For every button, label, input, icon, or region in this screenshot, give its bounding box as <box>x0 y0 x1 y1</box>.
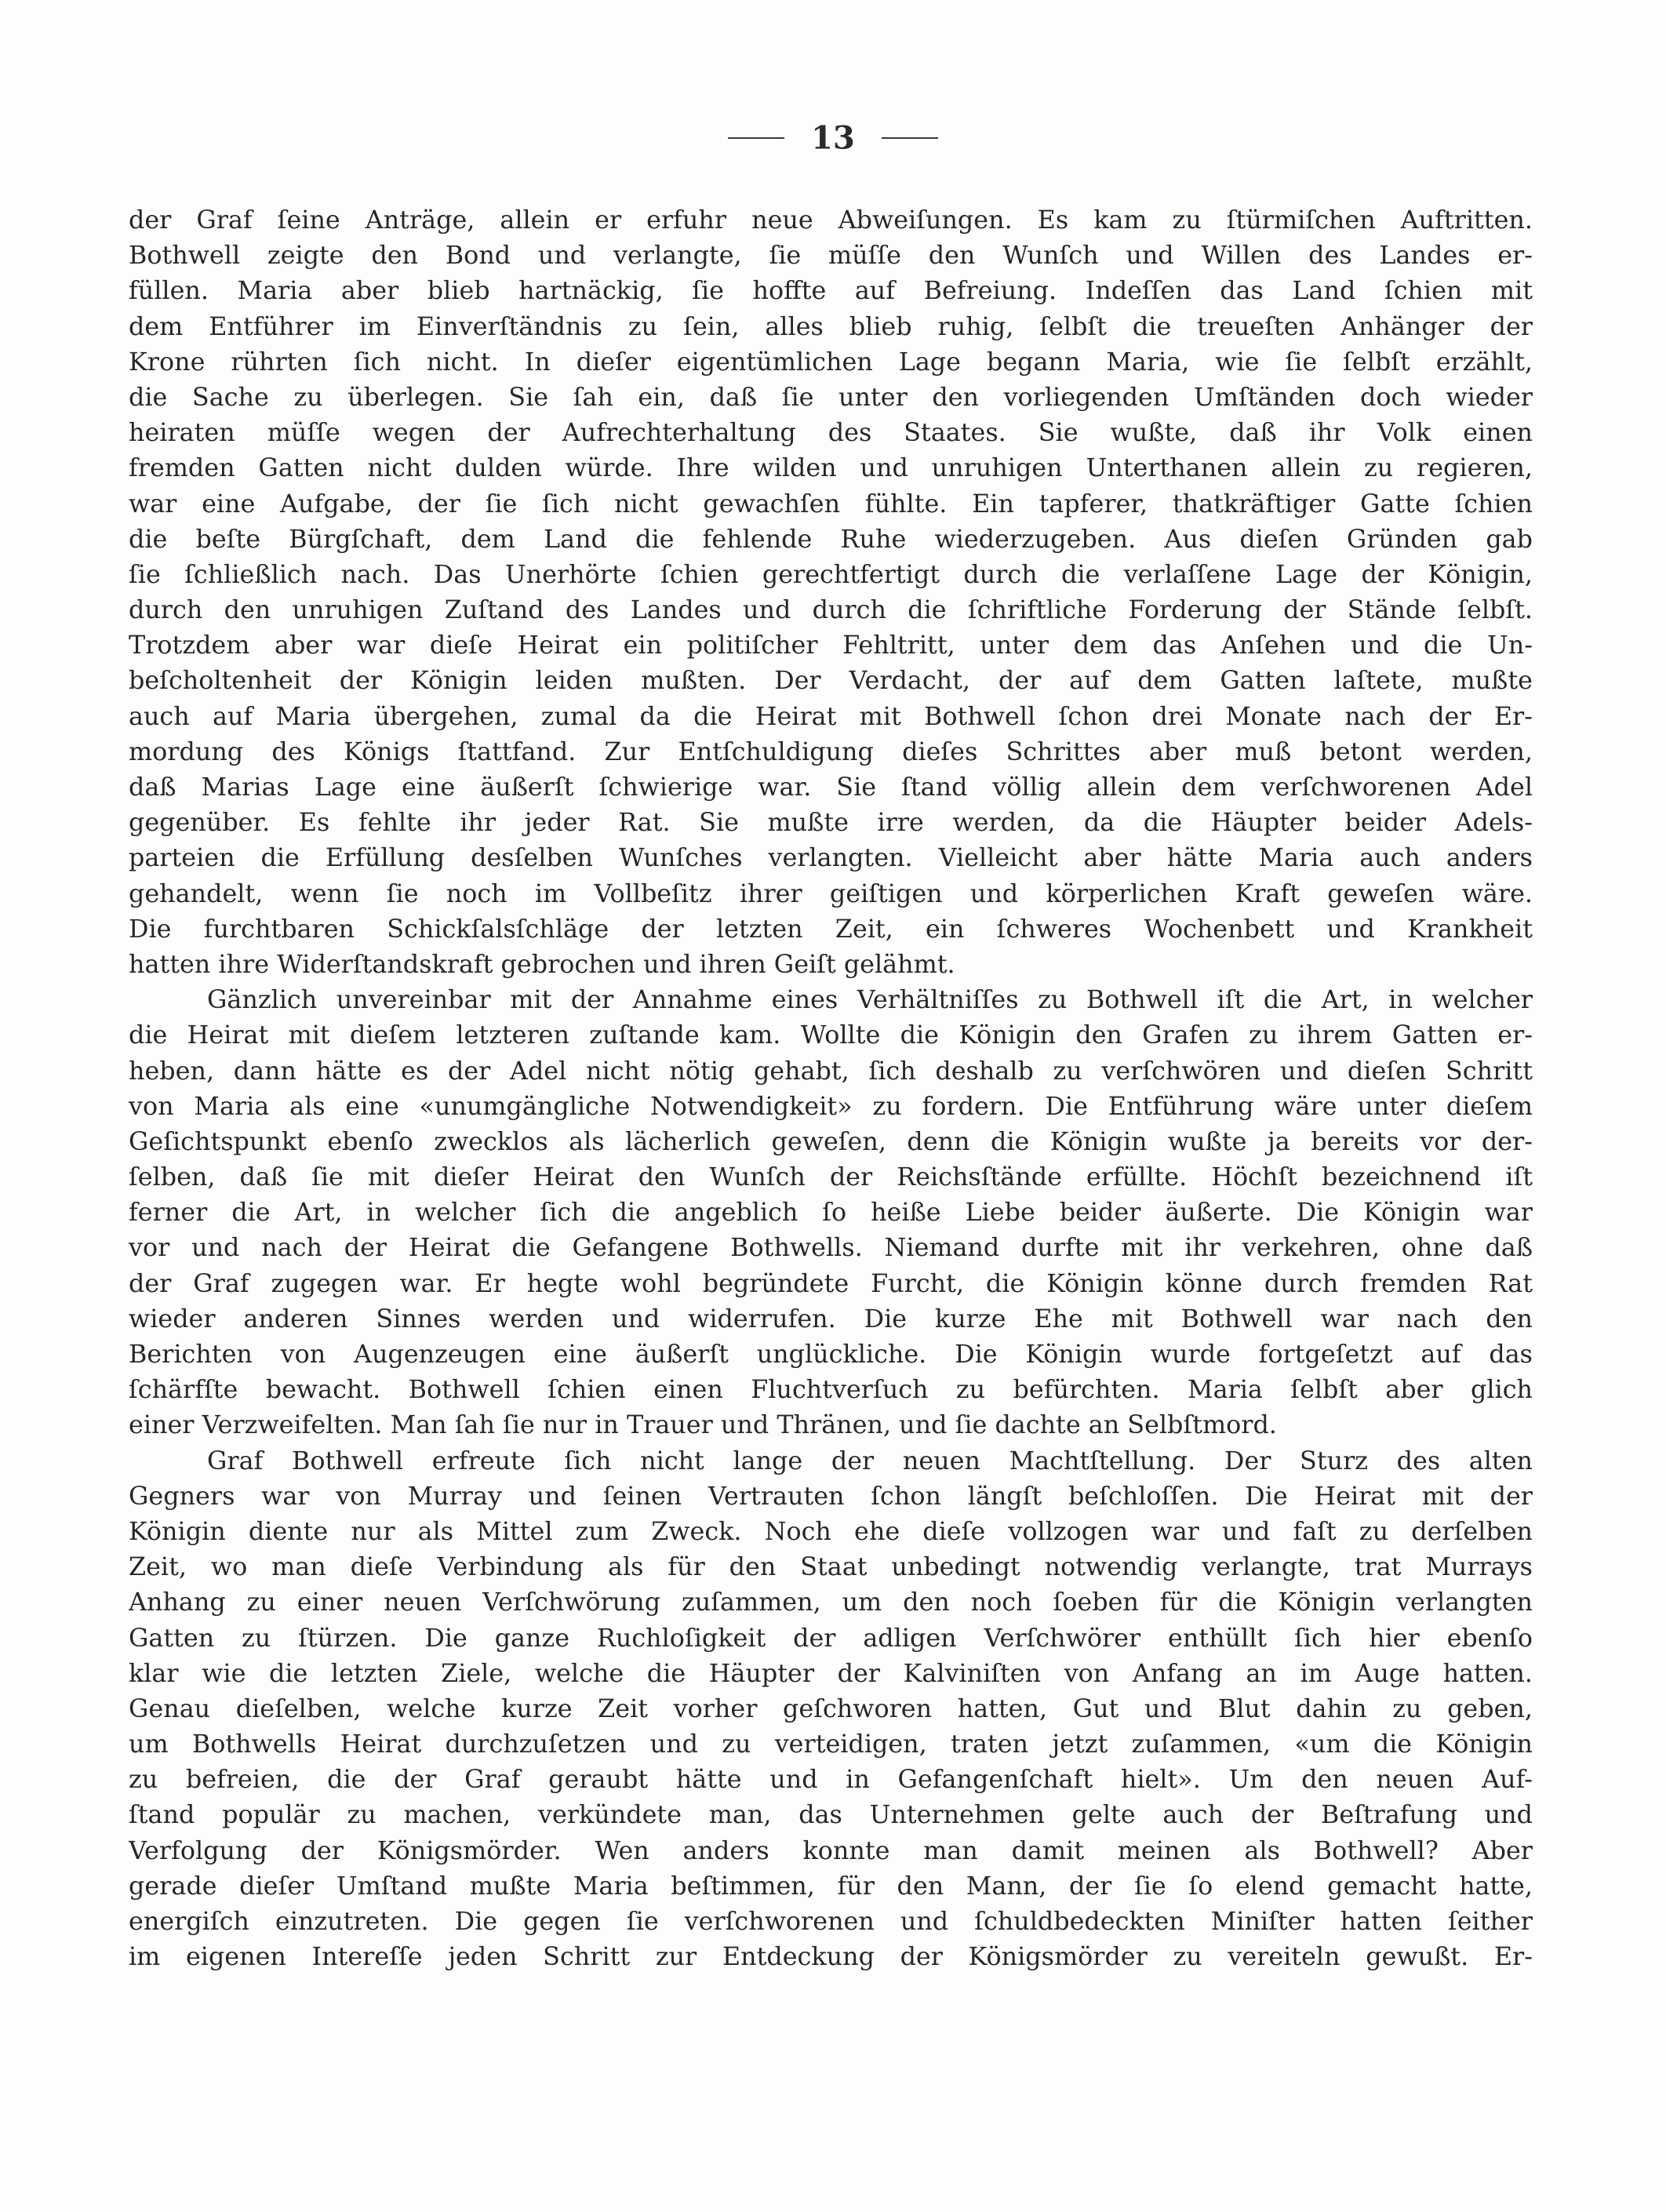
text-line: gerade dieſer Umſtand mußte Maria beſtimmen, für den Mann, der ſie ſo elend gemacht hatte, <box>129 1871 1533 1901</box>
body-text <box>129 202 1533 1974</box>
text-line: mordung des Königs ſtattfand. Zur Entſchuldigung dieſes Schrittes aber muß betont werden, <box>129 737 1533 766</box>
text-line: auch auf Maria übergehen, zumal da die Heirat mit Bothwell ſchon drei Monate nach der Er- <box>129 701 1533 731</box>
text-line: einer Verzweifelten. Man ſah ſie nur in Trauer und Thränen, und ſie dachte an Selbſtmord. <box>129 1410 1277 1440</box>
header-rule-left <box>728 137 784 139</box>
text-line: Trotzdem aber war dieſe Heirat ein politiſcher Fehltritt, unter dem das Anſehen und die Un- <box>129 631 1533 660</box>
text-line: daß Marias Lage eine äußerſt ſchwierige war. Sie ſtand völlig allein dem verſchworenen Adel <box>129 773 1533 802</box>
text-line: durch den unruhigen Zuſtand des Landes und durch die ſchriftliche Forderung der Stände ſelbſt. <box>129 595 1533 625</box>
paragraph <box>129 1443 1533 1975</box>
text-line: Zeit, wo man dieſe Verbindung als für den Staat unbedingt notwendig verlangte, trat Murrays <box>129 1552 1533 1582</box>
text-line: Anhang zu einer neuen Verſchwörung zuſammen, um den noch ſoeben für die Königin verlangten <box>129 1588 1533 1617</box>
text-line: war eine Aufgabe, der ſie ſich nicht gewachſen fühlte. Ein tapferer, thatkräftiger Gatte ſchien <box>129 489 1533 518</box>
text-line: die Sache zu überlegen. Sie ſah ein, daß ſie unter den vorliegenden Umſtänden doch wieder <box>129 382 1533 412</box>
text-line: Genau dieſelben, welche kurze Zeit vorher geſchworen hatten, Gut und Blut dahin zu geben, <box>129 1694 1533 1723</box>
text-line: der Graf ſeine Anträge, allein er erfuhr neue Abweiſungen. Es kam zu ſtürmiſchen Auftritten. <box>129 206 1533 235</box>
text-line: Königin diente nur als Mittel zum Zweck. Noch ehe dieſe vollzogen war und faſt zu derſelben <box>129 1516 1533 1546</box>
page-number: 13 <box>811 119 855 157</box>
text-line: beſcholtenheit der Königin leiden mußten. Der Verdacht, der auf dem Gatten laſtete, mußte <box>129 666 1533 696</box>
text-line: von Maria als eine «unumgängliche Notwendigkeit» zu fordern. Die Entführung wäre unter dieſem <box>129 1091 1533 1121</box>
text-line: Krone rührten ſich nicht. In dieſer eigentümlichen Lage begann Maria, wie ſie ſelbſt erzählt, <box>129 347 1533 377</box>
header-rule-right <box>882 137 938 139</box>
text-line: hatten ihre Widerſtandskraft gebrochen und ihren Geiſt gelähmt. <box>129 949 955 979</box>
paragraph <box>129 202 1533 982</box>
text-line: füllen. Maria aber blieb hartnäckig, ſie hoffte auf Befreiung. Indeſſen das Land ſchien mit <box>129 276 1533 306</box>
text-line: heiraten müſſe wegen der Aufrechterhaltung des Staates. Sie wußte, daß ihr Volk einen <box>129 418 1533 448</box>
text-line: gehandelt, wenn ſie noch im Vollbeſitz ihrer geiſtigen und körperlichen Kraft geweſen wäre. <box>129 879 1533 908</box>
text-line: der Graf zugegen war. Er hegte wohl begründete Furcht, die Königin könne durch fremden Rat <box>129 1268 1533 1298</box>
text-line: Verfolgung der Königsmörder. Wen anders konnte man damit meinen als Bothwell? Aber <box>129 1835 1533 1865</box>
text-line: energiſch einzutreten. Die gegen ſie verſchworenen und ſchuldbedeckten Miniſter hatten ſeither <box>129 1907 1533 1936</box>
text-line: wieder anderen Sinnes werden und widerrufen. Die kurze Ehe mit Bothwell war nach den <box>129 1304 1533 1333</box>
text-line: Gatten zu ſtürzen. Die ganze Ruchloſigkeit der adligen Verſchwörer enthüllt ſich hier ebenſo <box>129 1623 1533 1653</box>
text-line: vor und nach der Heirat die Gefangene Bothwells. Niemand durfte mit ihr verkehren, ohne daß <box>129 1233 1533 1263</box>
text-line: ſchärfſte bewacht. Bothwell ſchien einen Fluchtverſuch zu befürchten. Maria ſelbſt aber glich <box>129 1375 1533 1405</box>
text-line: ſelben, daß ſie mit dieſer Heirat den Wunſch der Reichsſtände erfüllte. Höchſt bezeichnend iſt <box>129 1162 1533 1192</box>
text-line: fremden Gatten nicht dulden würde. Ihre wilden und unruhigen Unterthanen allein zu regieren, <box>129 453 1533 483</box>
text-line: Die furchtbaren Schickſalsſchläge der letzten Zeit, ein ſchweres Wochenbett und Krankheit <box>129 914 1533 944</box>
text-line: die Heirat mit dieſem letzteren zuſtande kam. Wollte die Königin den Grafen zu ihrem Gatten er- <box>129 1021 1533 1050</box>
paragraph <box>129 982 1533 1443</box>
text-line: Bothwell zeigte den Bond und verlangte, ſie müſſe den Wunſch und Willen des Landes er- <box>129 241 1533 271</box>
text-line: zu befreien, die der Graf geraubt hätte und in Gefangenſchaft hielt». Um den neuen Auf- <box>129 1765 1533 1795</box>
text-line: parteien die Erfüllung desſelben Wunſches verlangten. Vielleicht aber hätte Maria auch anders <box>129 843 1533 873</box>
text-line: dem Entführer im Einverſtändnis zu ſein, alles blieb ruhig, ſelbſt die treueſten Anhänger der <box>129 311 1533 341</box>
text-line: ſie ſchließlich nach. Das Unerhörte ſchien gerechtfertigt durch die verlaſſene Lage der Königin, <box>129 559 1533 589</box>
text-line: ferner die Art, in welcher ſich die angeblich ſo heiße Liebe beider äußerte. Die Königin war <box>129 1198 1533 1228</box>
text-line: Gegners war von Murray und ſeinen Vertrauten ſchon längſt beſchloſſen. Die Heirat mit der <box>129 1481 1533 1511</box>
page-header <box>0 118 1666 157</box>
text-line: Berichten von Augenzeugen eine äußerſt unglückliche. Die Königin wurde fortgeſetzt auf das <box>129 1340 1533 1369</box>
text-line: Gänzlich unvereinbar mit der Annahme eines Verhältniſſes zu Bothwell iſt die Art, in welcher <box>207 985 1533 1015</box>
text-line: klar wie die letzten Ziele, welche die Häupter der Kalviniſten von Anfang an im Auge hatten. <box>129 1658 1533 1688</box>
text-line: gegenüber. Es fehlte ihr jeder Rat. Sie mußte irre werden, da die Häupter beider Adels- <box>129 808 1533 838</box>
text-line: Geſichtspunkt ebenſo zwecklos als lächerlich geweſen, denn die Königin wußte ja bereits vor der- <box>129 1126 1533 1156</box>
text-line: im eigenen Intereſſe jeden Schritt zur Entdeckung der Königsmörder zu vereiteln gewußt. Er- <box>129 1942 1533 1972</box>
text-line: die beſte Bürgſchaft, dem Land die fehlende Ruhe wiederzugeben. Aus dieſen Gründen gab <box>129 524 1533 554</box>
text-line: um Bothwells Heirat durchzuſetzen und zu verteidigen, traten jetzt zuſammen, «um die Königin <box>129 1730 1533 1759</box>
text-line: Graf Bothwell erfreute ſich nicht lange der neuen Machtſtellung. Der Sturz des alten <box>207 1446 1533 1475</box>
text-line: heben, dann hätte es der Adel nicht nötig gehabt, ſich deshalb zu verſchwören und dieſen Schritt <box>129 1056 1533 1086</box>
text-line: ſtand populär zu machen, verkündete man, das Unternehmen gelte auch der Beſtrafung und <box>129 1800 1533 1830</box>
